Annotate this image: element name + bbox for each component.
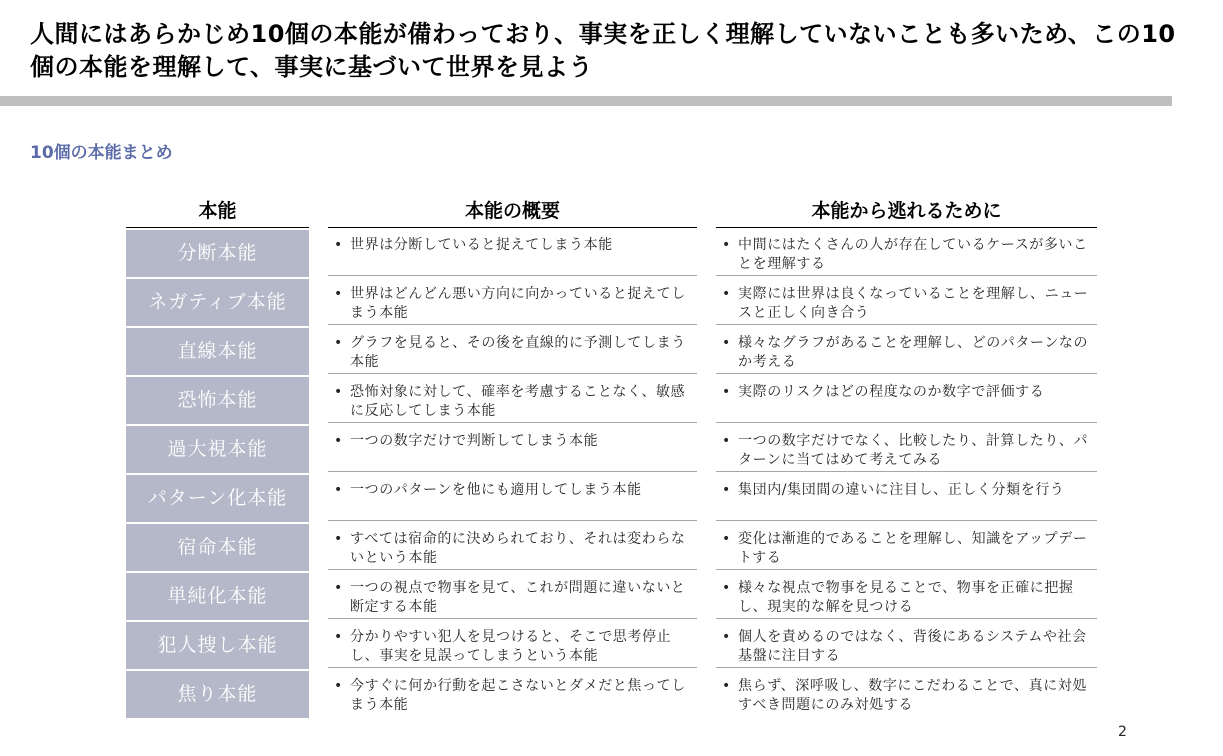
instinct-label: 分断本能 bbox=[126, 230, 309, 277]
escape-text: 実際のリスクはどの程度なのか数字で評価する bbox=[738, 384, 1045, 400]
overview-cell bbox=[328, 230, 697, 276]
overview-text: 世界は分断していると捉えてしまう本能 bbox=[350, 237, 613, 253]
bullet-marker: • bbox=[334, 482, 343, 498]
escape-cell bbox=[716, 426, 1097, 472]
instinct-label: 焦り本能 bbox=[126, 671, 309, 718]
overview-cell bbox=[328, 622, 697, 668]
escape-text: 焦らず、深呼吸し、数字にこだわることで、真に対処すべき問題にのみ対処する bbox=[738, 678, 1087, 713]
bullet-marker: • bbox=[334, 531, 343, 547]
bullet-marker: • bbox=[334, 237, 343, 253]
overview-cell bbox=[328, 377, 697, 423]
column-header-overview: 本能の概要 bbox=[328, 197, 697, 228]
overview-cell bbox=[328, 475, 697, 521]
bullet-marker: • bbox=[334, 384, 343, 400]
overview-cell bbox=[328, 426, 697, 472]
escape-text: 個人を責めるのではなく、背後にあるシステムや社会基盤に注目する bbox=[738, 629, 1087, 664]
escape-text: 一つの数字だけでなく、比較したり、計算したり、パターンに当てはめて考えてみる bbox=[738, 433, 1089, 468]
escape-cell bbox=[716, 671, 1097, 717]
escape-cell bbox=[716, 230, 1097, 276]
overview-cell bbox=[328, 573, 697, 619]
instinct-label: 過大視本能 bbox=[126, 426, 309, 473]
escape-text: 様々なグラフがあることを理解し、どのパターンなのか考える bbox=[738, 335, 1089, 370]
escape-text: 集団内/集団間の違いに注目し、正しく分類を行う bbox=[738, 482, 1065, 498]
overview-cell bbox=[328, 671, 697, 717]
overview-text: グラフを見ると、その後を直線的に予測してしまう本能 bbox=[350, 335, 686, 370]
overview-cell bbox=[328, 328, 697, 374]
instinct-label: 単純化本能 bbox=[126, 573, 309, 620]
instinct-label: 犯人捜し本能 bbox=[126, 622, 309, 669]
bullet-marker: • bbox=[722, 629, 731, 645]
instinct-label: 恐怖本能 bbox=[126, 377, 309, 424]
bullet-marker: • bbox=[722, 580, 731, 596]
overview-cell bbox=[328, 279, 697, 325]
section-heading: 10個の本能まとめ bbox=[30, 143, 173, 163]
instinct-label: 宿命本能 bbox=[126, 524, 309, 571]
bullet-marker: • bbox=[722, 531, 731, 547]
slide-title: 人間にはあらかじめ10個の本能が備わっており、事実を正しく理解していないことも多いため、この10個の本能を理解して、事実に基づいて世界を見よう bbox=[30, 20, 1176, 81]
bullet-marker: • bbox=[722, 482, 731, 498]
escape-cell bbox=[716, 377, 1097, 423]
page-number: 2 bbox=[1118, 724, 1127, 740]
bullet-marker: • bbox=[722, 433, 731, 449]
escape-cell bbox=[716, 475, 1097, 521]
bullet-marker: • bbox=[334, 433, 343, 449]
instinct-label: 直線本能 bbox=[126, 328, 309, 375]
instinct-label: ネガティブ本能 bbox=[126, 279, 309, 326]
escape-cell bbox=[716, 524, 1097, 570]
overview-text: 一つのパターンを他にも適用してしまう本能 bbox=[350, 482, 642, 498]
overview-text: 世界はどんどん悪い方向に向かっていると捉えてしまう本能 bbox=[350, 286, 686, 321]
overview-text: 一つの視点で物事を見て、これが問題に違いないと断定する本能 bbox=[350, 580, 686, 615]
overview-text: 一つの数字だけで判断してしまう本能 bbox=[350, 433, 599, 449]
escape-cell bbox=[716, 328, 1097, 374]
escape-text: 変化は漸進的であることを理解し、知識をアップデートする bbox=[738, 531, 1088, 566]
bullet-marker: • bbox=[334, 580, 343, 596]
escape-cell bbox=[716, 622, 1097, 668]
bullet-marker: • bbox=[334, 335, 343, 351]
bullet-marker: • bbox=[334, 629, 343, 645]
bullet-marker: • bbox=[722, 384, 731, 400]
overview-cell bbox=[328, 524, 697, 570]
overview-text: 恐怖対象に対して、確率を考慮することなく、敏感に反応してしまう本能 bbox=[350, 384, 686, 419]
bullet-marker: • bbox=[334, 286, 343, 302]
bullet-marker: • bbox=[334, 678, 343, 694]
instinct-label: パターン化本能 bbox=[126, 475, 309, 522]
escape-cell bbox=[716, 573, 1097, 619]
escape-text: 中間にはたくさんの人が存在しているケースが多いことを理解する bbox=[738, 237, 1088, 272]
column-header-instinct: 本能 bbox=[126, 197, 309, 228]
escape-cell bbox=[716, 279, 1097, 325]
escape-text: 様々な視点で物事を見ることで、物事を正確に把握し、現実的な解を見つける bbox=[738, 580, 1074, 615]
overview-text: すべては宿命的に決められており、それは変わらないという本能 bbox=[350, 531, 686, 566]
escape-text: 実際には世界は良くなっていることを理解し、ニュースと正しく向き合う bbox=[738, 286, 1089, 321]
title-divider-bar bbox=[0, 96, 1172, 106]
bullet-marker: • bbox=[722, 678, 731, 694]
bullet-marker: • bbox=[722, 335, 731, 351]
bullet-marker: • bbox=[722, 237, 731, 253]
bullet-marker: • bbox=[722, 286, 731, 302]
overview-text: 分かりやすい犯人を見つけると、そこで思考停止し、事実を見誤ってしまうという本能 bbox=[350, 629, 672, 664]
overview-text: 今すぐに何か行動を起こさないとダメだと焦ってしまう本能 bbox=[350, 678, 686, 713]
column-header-escape: 本能から逃れるために bbox=[716, 197, 1097, 228]
